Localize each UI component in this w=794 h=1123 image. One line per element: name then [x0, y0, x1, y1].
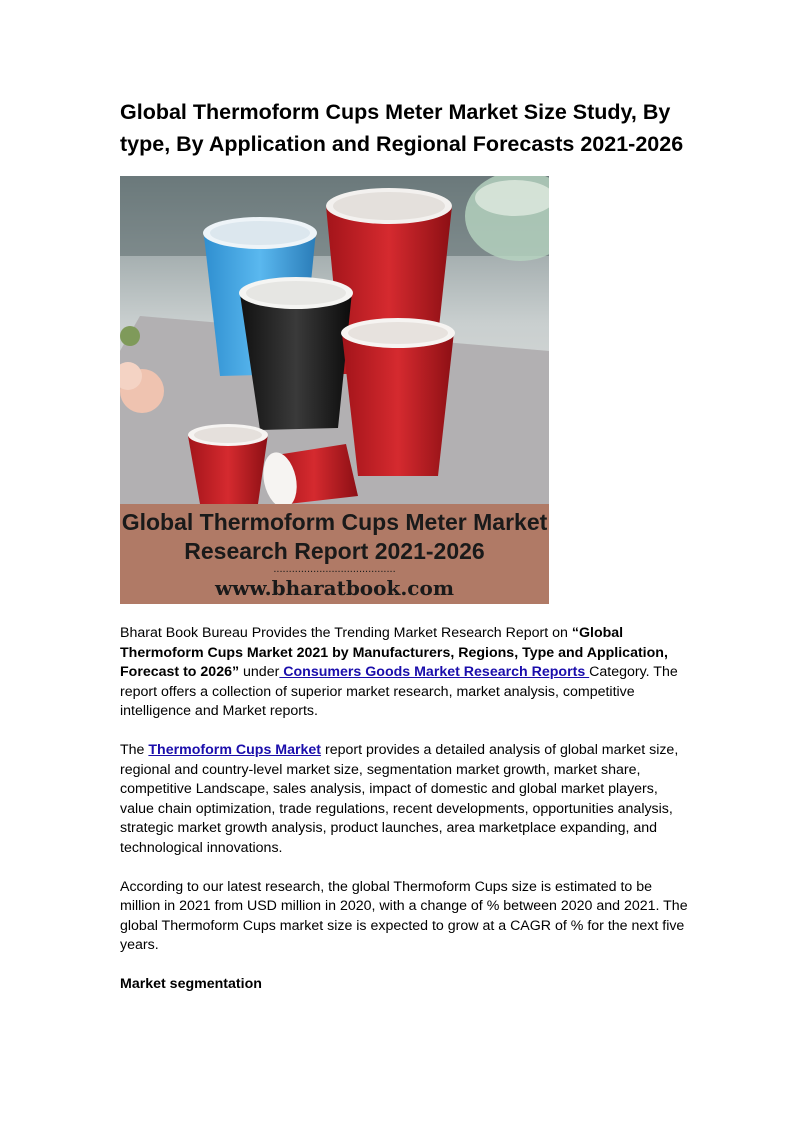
document-page: [120, 96, 690, 995]
intro-report-name: “Global Thermoform Cups Market 2021 by Manufacturers, Regions, Type and Application, Forecast to 2026”: [120, 625, 668, 680]
document-title: Global Thermoform Cups Meter Market Size Study, By type, By Application and Regional Forecasts 2021-2026: [120, 100, 684, 156]
report-cover-image: [120, 176, 549, 604]
scope-text-lead: The: [120, 742, 149, 758]
consumer-goods-link[interactable]: Consumers Goods Market Research Reports: [279, 664, 590, 680]
banner-dotted-rule: ........................................: [273, 563, 396, 575]
thermoform-cups-market-link[interactable]: Thermoform Cups Market: [148, 742, 322, 758]
cover-banner: [120, 504, 549, 604]
scope-paragraph: [120, 741, 690, 858]
research-paragraph: According to our latest research, the global Thermoform Cups size is estimated to be million in 2021 from USD million in 2020, with a change of % between 2020 and 2021. The global Thermoform Cups market size is expected to grow at a CAGR of % for the next five years.: [120, 878, 688, 953]
banner-title-line1: Global Thermoform Cups Meter Market: [121, 509, 548, 535]
banner-url: www.bharatbook.com: [215, 576, 454, 600]
intro-text-lead: Bharat Book Bureau Provides the Trending Market Research Report on: [120, 625, 572, 641]
segmentation-heading-text: Market segmentation: [120, 976, 262, 992]
intro-text-tail: Category. The report offers a collection of superior market research, market analysis, competitive intelligence and Market reports.: [120, 664, 678, 719]
intro-text-mid: under: [239, 664, 280, 680]
segmentation-heading: [120, 975, 690, 995]
scope-text-tail: report provides a detailed analysis of global market size, regional and country-level market size, segmentation market growth, market share, competitive Landscape, sales analysis, impact of domestic and global market players, value chain optimization, trade regulations, recent developments, opportunities analysis, strategic market growth analysis, product launches, area marketplace expanding, and technological innovations.: [120, 742, 679, 856]
cups-photo: [120, 176, 549, 504]
intro-paragraph: [120, 624, 690, 722]
banner-title-line2: Research Report 2021-2026: [184, 538, 485, 564]
